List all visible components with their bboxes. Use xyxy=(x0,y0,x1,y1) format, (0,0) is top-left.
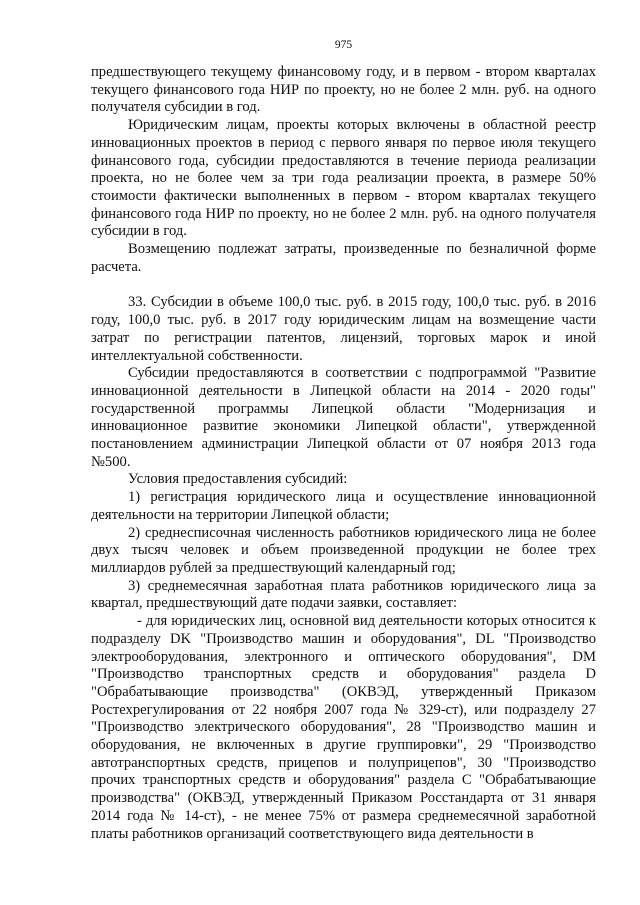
paragraph-subprogram: Субсидии предоставляются в соответствии с подпрограммой "Развитие инновационной деятельности в Липецкой области на 2014 - 2020 годы" государственной программы Липецкой области "Модернизация и инновационное развитие экономики Липецкой области", утвержденной постановлением администрации Липецкой области от 07 ноября 2013 года №500. xyxy=(91,365,596,470)
paragraph-reimbursement: Возмещению подлежат затраты, произведенные по безналичной форме расчета. xyxy=(91,241,596,275)
paragraph-condition-3: 3) среднемесячная заработная плата работников юридического лица за квартал, предшествующий дате подачи заявки, составляет: xyxy=(91,577,596,612)
paragraph-condition-2: 2) среднесписочная численность работников юридического лица не более двух тысяч человек и объем произведенной продукции не более трех миллиардов рублей за предшествующий календарный год; xyxy=(91,524,596,576)
paragraph-conditions-heading: Условия предоставления субсидий: xyxy=(128,471,348,488)
paragraph-item-33: 33. Субсидии в объеме 100,0 тыс. руб. в 2015 году, 100,0 тыс. руб. в 2016 году, 100,0 тыс. руб. в 2017 году юридическим лицам на возмещение части затрат по регистрации патентов, лицензий, торговых марок и иной интеллектуальной собственности. xyxy=(91,294,596,364)
document-body xyxy=(91,64,596,843)
paragraph-condition-3-detail: - для юридических лиц, основной вид деятельности которых относится к подразделу DK "Производство машин и оборудования", DL "Производство электрооборудования, электронного и оптического оборудования", DM "Производство транспортных средств и оборудования" раздела D "Обрабатывающие производства" (ОКВЭД, утвержденный Приказом Ростехрегулирования от 22 ноября 2007 года № 329-ст), или подразделу 27 "Производство электрического оборудования", 28 "Производство машин и оборудования, не включенных в другие группировки", 29 "Производство автотранспортных средств, прицепов и полуприцепов", 30 "Производство прочих транспортных средств и оборудования" раздела C "Обрабатывающие производства" (ОКВЭД, утвержденный Приказом Росстандарта от 31 января 2014 года № 14-ст), - не менее 75% от размера среднемесячной заработной платы работников организаций соответствующего вида деятельности в xyxy=(91,613,596,842)
paragraph-condition-1: 1) регистрация юридического лица и осуществление инновационной деятельности на территории Липецкой области; xyxy=(91,489,596,523)
page-number: 975 xyxy=(334,39,353,51)
paragraph-continuation: предшествующего текущему финансовому году, и в первом - втором кварталах текущего финансового года НИР по проекту, но не более 2 млн. руб. на одного получателя субсидии в год. xyxy=(91,64,596,116)
paragraph-registry-projects: Юридическим лицам, проекты которых включены в областной реестр инновационных проектов в период с первого января по первое июля текущего финансового года, субсидии предоставляются в течение периода реализации проекта, но не более чем за три года реализации проекта, в размере 50% стоимости фактически выполненных в первом - втором кварталах текущего финансового года НИР по проекту, но не более 2 млн. руб. на одного получателя субсидии в год. xyxy=(91,117,596,240)
